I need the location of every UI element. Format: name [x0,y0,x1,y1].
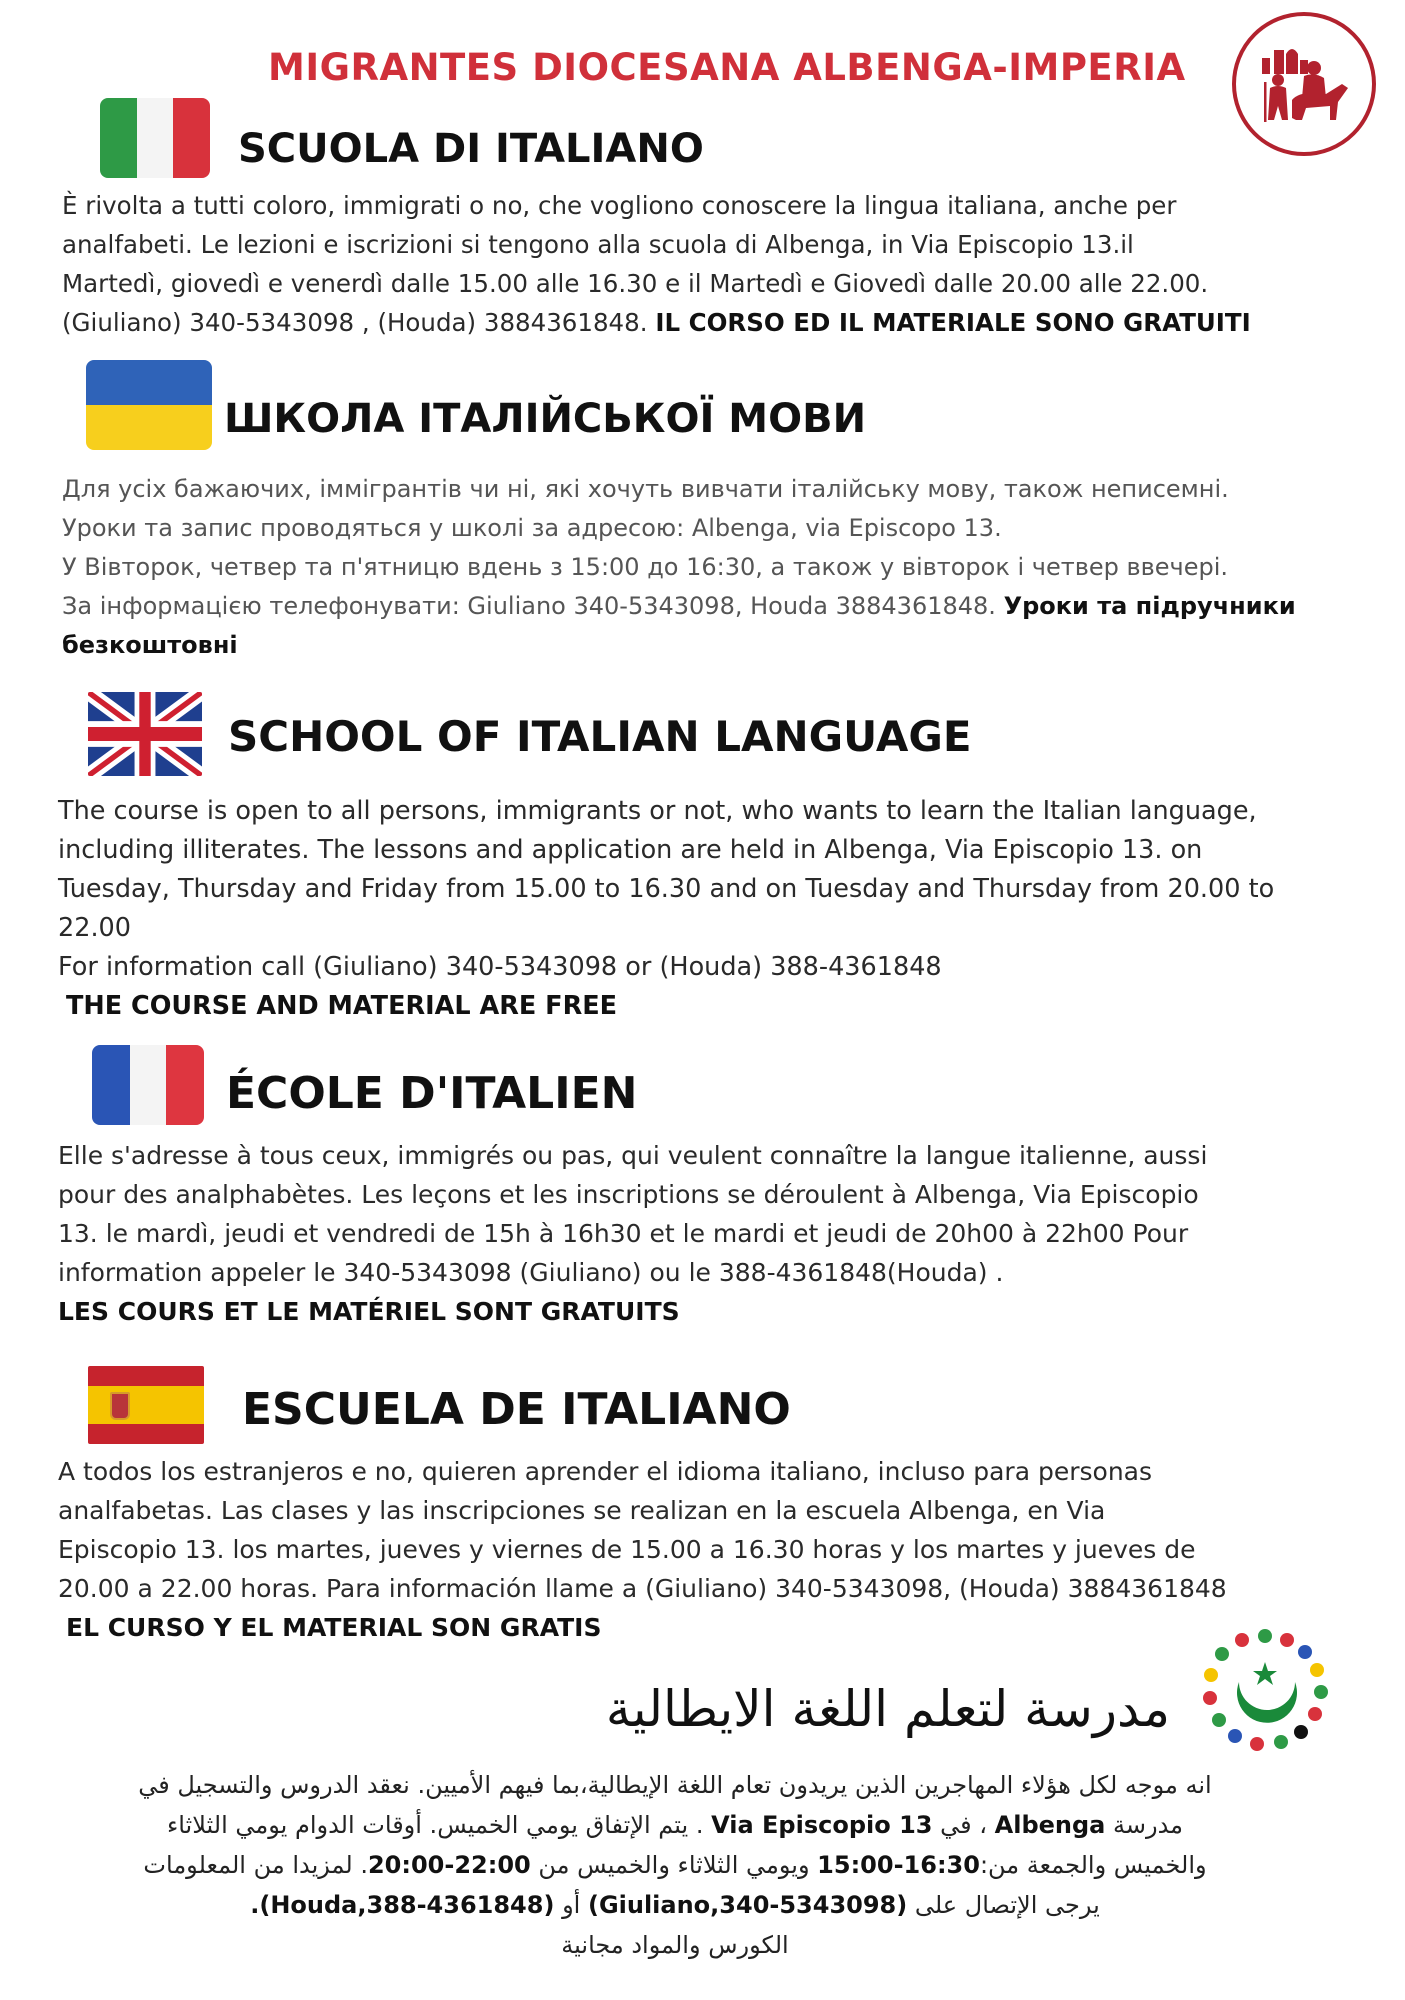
body-line [62,303,1251,342]
section-body-arabic [60,1765,1290,1965]
contact-text: (Giuliano) 340-5343098 , (Houda) 3884361848. [62,308,648,337]
body-line: analfabetas. Las clases y las inscripciones se realizan en la escuela Albenga, en Via [58,1496,1106,1525]
section-body-ukrainian [62,470,1296,665]
ar-time: 22:00-20:00 [367,1851,531,1879]
ar-text: والخميس والجمعة من: [979,1851,1207,1879]
free-notice: безкоштовні [62,631,238,659]
section-title-english: SCHOOL OF ITALIAN LANGUAGE [228,712,972,761]
spain-flag-icon [88,1366,204,1444]
ar-address: Via Episcopio 13 [711,1811,933,1839]
page-title: MIGRANTES DIOCESANA ALBENGA-IMPERIA [268,46,1186,89]
free-notice: LES COURS ET LE MATÉRIEL SONT GRATUITS [58,1297,680,1326]
ukraine-flag-icon [86,360,212,450]
section-body-english [58,792,1274,1026]
body-line: including illiterates. The lessons and application are held in Albenga, Via Episcopio 13. on [58,835,1203,865]
body-line: A todos los estranjeros e no, quieren aprender el idioma italiano, incluso para personas [58,1457,1153,1486]
ar-contact: (Giuliano,340-5343098) [587,1891,908,1919]
section-title-italian: SCUOLA DI ITALIANO [238,126,704,172]
ar-time: 16:30-15:00 [817,1851,980,1879]
body-line: 13. le mardì, jeudi et vendredi de 15h à 16h30 et le mardi et jeudi de 20h00 à 22h00 Pour [58,1219,1189,1248]
body-line [60,1805,1290,1845]
section-title-ukrainian: ШКОЛА ІТАЛІЙСЬКОЇ МОВИ [224,396,867,442]
body-line: Episcopio 13. los martes, jueves y viernes de 15.00 a 16.30 horas y los martes y jueves de [58,1535,1196,1564]
body-line: 20.00 a 22.00 horas. Para información llame a (Giuliano) 340-5343098, (Houda) 3884361848 [58,1574,1227,1603]
free-notice: EL CURSO Y EL MATERIAL SON GRATIS [66,1613,602,1642]
body-line [60,1845,1290,1885]
section-body-french [58,1136,1207,1331]
uk-flag-icon [88,692,202,776]
section-body-italian [62,186,1251,342]
ar-text: . لمزيدا من المعلومات [143,1851,368,1879]
body-line: Уроки та запис проводяться у школі за адресою: Albenga, via Episcopo 13. [62,514,1002,542]
ar-text: مدرسة [1113,1811,1184,1839]
body-line: Martedì, giovedì e venerdì dalle 15.00 alle 16.30 e il Martedì e Giovedì dalle 20.00 alle 22.00. [62,269,1209,298]
ar-text: أو [562,1891,581,1919]
body-line: pour des analphabètes. Les leçons et les inscriptions se déroulent à Albenga, Via Episcopio [58,1180,1199,1209]
free-notice: IL CORSO ED IL MATERIALE SONO GRATUITI [655,308,1251,337]
section-title-french: ÉCOLE D'ITALIEN [226,1068,638,1119]
ar-city: Albenga [994,1811,1106,1839]
ar-text: ، في [940,1811,987,1839]
ar-contact: (Houda,388-4361848). [250,1891,555,1919]
ar-text: ويومي الثلاثاء والخميس من [538,1851,810,1879]
free-notice: THE COURSE AND MATERIAL ARE FREE [66,991,618,1021]
free-notice: Уроки та підручники [1003,592,1296,620]
body-line: انه موجه لكل هؤلاء المهاجرين الذين يريدون تعام اللغة الإيطالية،بما فيهم الأميين. نعقد الدروس والتسجيل في [138,1771,1212,1799]
body-line: The course is open to all persons, immigrants or not, who wants to learn the Italian language, [58,796,1257,826]
section-title-spanish: ESCUELA DE ITALIANO [242,1384,791,1435]
section-body-spanish [58,1452,1227,1647]
body-line: information appeler le 340-5343098 (Giuliano) ou le 388-4361848(Houda) . [58,1258,1004,1287]
free-notice: الكورس والمواد مجانية [561,1931,789,1959]
body-line [62,587,1296,626]
crescent-star-flags-logo [1195,1620,1335,1760]
body-line: Tuesday, Thursday and Friday from 15.00 to 16.30 and on Tuesday and Thursday from 20.00 to [58,874,1275,904]
spain-coat-of-arms-icon [110,1392,130,1420]
body-line: È rivolta a tutti coloro, immigrati o no, che vogliono conoscere la lingua italiana, anche per [62,191,1177,220]
body-line: For information call (Giuliano) 340-5343098 or (Houda) 388-4361848 [58,952,942,982]
france-flag-icon [92,1045,204,1125]
body-line: analfabeti. Le lezioni e iscrizioni si tengono alla scuola di Albenga, in Via Episcopio 13.il [62,230,1134,259]
ar-text: . يتم الإتفاق يومي الخميس. أوقات الدوام يومي الثلاثاء [166,1811,704,1839]
body-line: 22.00 [58,913,132,943]
ar-text: يرجى الإتصال على [914,1891,1100,1919]
section-title-arabic: مدرسة لتعلم اللغة الايطالية [605,1680,1170,1738]
body-line: Для усіх бажаючих, іммігрантів чи ні, які хочуть вивчати італійську мову, також неписемні. [62,475,1229,503]
flag-dots-ring [1203,1629,1328,1751]
body-line: Elle s'adresse à tous ceux, immigrés ou pas, qui veulent connaître la langue italienne, aussi [58,1141,1208,1170]
italy-flag-icon [100,98,210,178]
contact-text: За інформацією телефонувати: Giuliano 340-5343098, Houda 3884361848. [62,592,996,620]
body-line [60,1885,1290,1925]
migrantes-logo [1230,10,1378,158]
body-line: У Вівторок, четвер та п'ятницю вдень з 15:00 до 16:30, а також у вівторок і четвер ввечері. [62,553,1229,581]
